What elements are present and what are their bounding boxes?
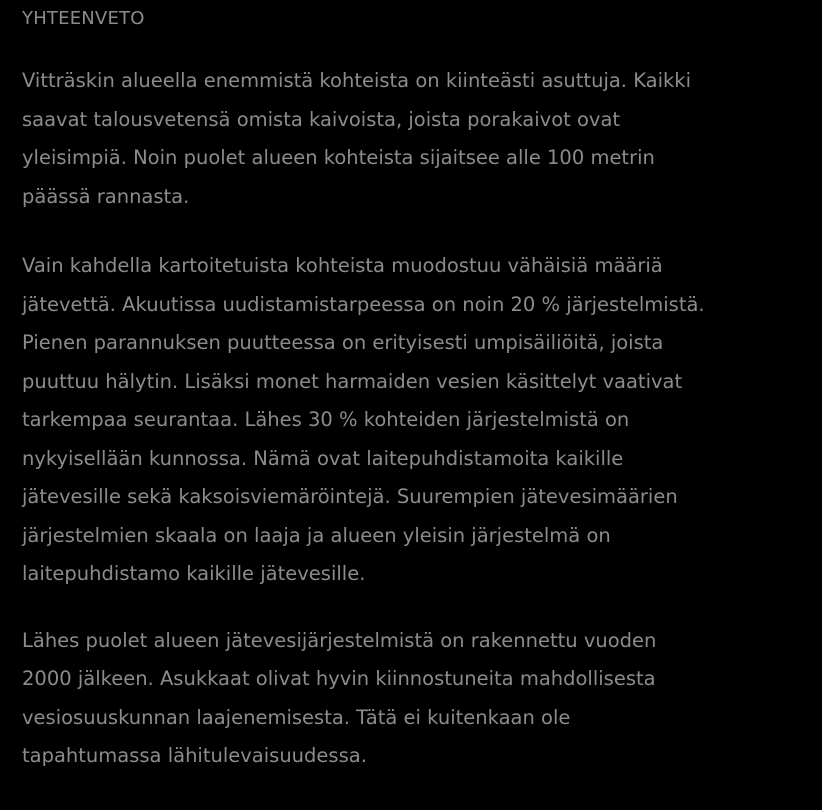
summary-heading: YHTEENVETO	[22, 8, 145, 29]
summary-paragraph-3: Lähes puolet alueen jätevesijärjestelmistä on rakennettu vuoden 2000 jälkeen. Asukkaat olivat hyvin kiinnostuneita mahdollisesta vesiosuuskunnan laajenemisesta. Tätä ei kuitenkaan ole tapahtumassa lähitulevaisuudessa.	[22, 628, 657, 767]
summary-page	[22, 0, 812, 776]
summary-paragraph-2: Vain kahdella kartoitetuista kohteista muodostuu vähäisiä määriä jätevettä. Akuutissa uudistamistarpeessa on noin 20 % järjestelmistä. Pienen parannuksen puutteessa on erityisesti umpisäiliöitä, joista puuttuu hälytin. Lisäksi monet harmaiden vesien käsittelyt vaativat tarkempaa seurantaa. Lähes 30 % kohteiden järjestelmistä on nykyisellään kunnossa. Nämä ovat laitepuhdistamoita kaikille jätevesille sekä kaksoisviemäröintejä. Suurempien jätevesimäärien järjestelmien skaala on laaja ja alueen yleisin järjestelmä on laitepuhdistamo kaikille jätevesille.	[22, 254, 705, 585]
summary-paragraph-1: Vitträskin alueella enemmistä kohteista on kiinteästi asuttuja. Kaikki saavat talousvetensä omista kaivoista, joista porakaivot ovat yleisimpiä. Noin puolet alueen kohteista sijaitsee alle 100 metrin päässä rannasta.	[22, 69, 692, 208]
